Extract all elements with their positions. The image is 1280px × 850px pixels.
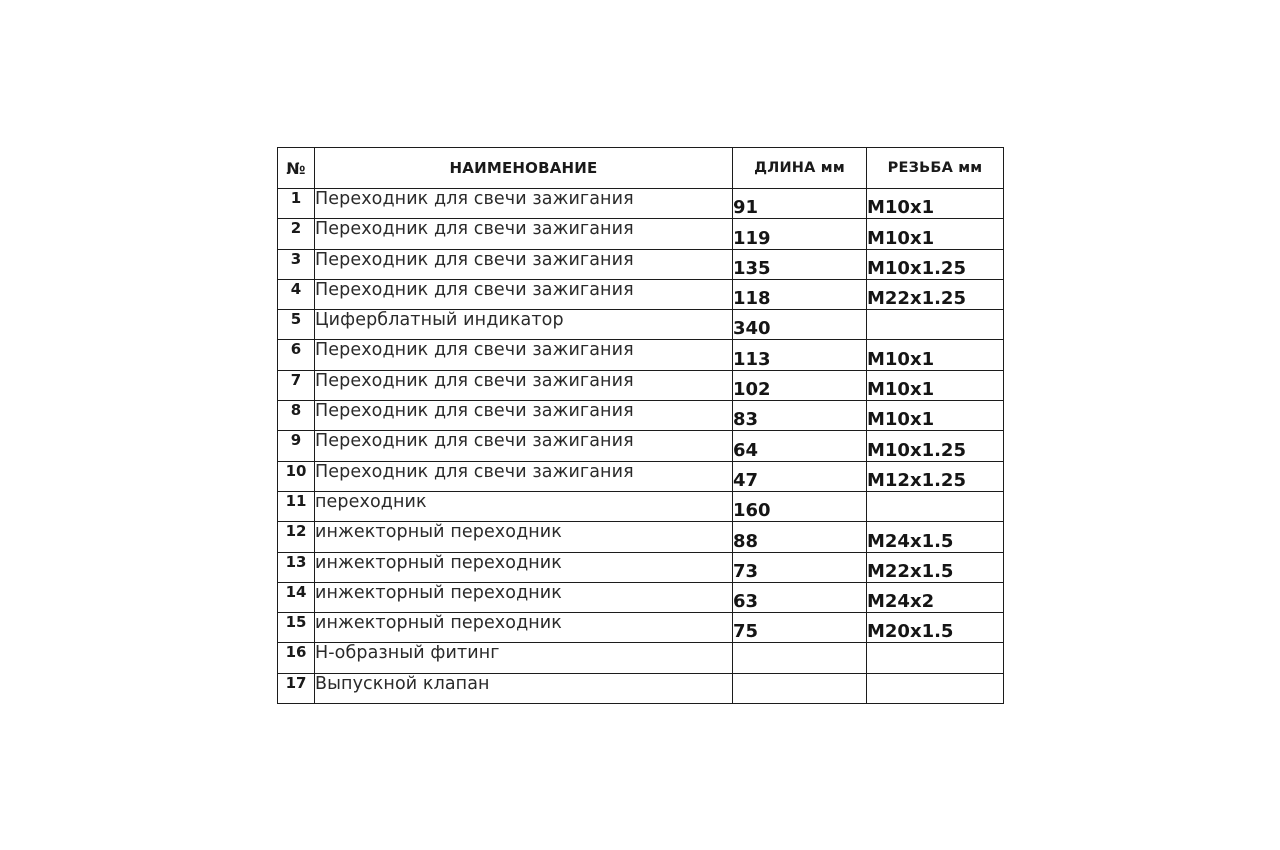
cell-name: Переходник для свечи зажигания [315, 249, 733, 279]
cell-number: 11 [278, 491, 315, 521]
header-number: № [278, 148, 315, 189]
cell-name: Переходник для свечи зажигания [315, 461, 733, 491]
table-row [278, 552, 1004, 582]
cell-number: 14 [278, 582, 315, 612]
cell-name: Переходник для свечи зажигания [315, 431, 733, 461]
cell-name: Переходник для свечи зажигания [315, 401, 733, 431]
cell-name: Циферблатный индикатор [315, 310, 733, 340]
cell-length: 64 [733, 431, 867, 461]
table-row [278, 189, 1004, 219]
cell-thread: M10x1 [867, 340, 1004, 370]
cell-length: 83 [733, 401, 867, 431]
cell-thread: M10x1.25 [867, 249, 1004, 279]
table-row [278, 219, 1004, 249]
cell-thread: M20x1.5 [867, 613, 1004, 643]
cell-number: 12 [278, 522, 315, 552]
cell-thread: M10x1 [867, 370, 1004, 400]
table-row [278, 491, 1004, 521]
table-row [278, 310, 1004, 340]
cell-length: 340 [733, 310, 867, 340]
header-thread: РЕЗЬБА мм [867, 148, 1004, 189]
cell-length: 75 [733, 613, 867, 643]
cell-length: 135 [733, 249, 867, 279]
cell-number: 10 [278, 461, 315, 491]
cell-name: инжекторный переходник [315, 582, 733, 612]
cell-length: 91 [733, 189, 867, 219]
table-row [278, 613, 1004, 643]
cell-thread [867, 673, 1004, 703]
cell-number: 5 [278, 310, 315, 340]
header-length: ДЛИНА мм [733, 148, 867, 189]
cell-thread [867, 310, 1004, 340]
table-row [278, 279, 1004, 309]
cell-name: переходник [315, 491, 733, 521]
cell-number: 15 [278, 613, 315, 643]
cell-number: 2 [278, 219, 315, 249]
table-row [278, 643, 1004, 673]
cell-number: 9 [278, 431, 315, 461]
cell-length: 118 [733, 279, 867, 309]
table-row [278, 401, 1004, 431]
cell-thread: M10x1.25 [867, 431, 1004, 461]
cell-length: 73 [733, 552, 867, 582]
cell-thread: M24x2 [867, 582, 1004, 612]
cell-thread: M10x1 [867, 189, 1004, 219]
cell-name: Н-образный фитинг [315, 643, 733, 673]
cell-length [733, 673, 867, 703]
cell-length: 119 [733, 219, 867, 249]
parts-table [277, 147, 1004, 704]
cell-name: инжекторный переходник [315, 613, 733, 643]
cell-name: Переходник для свечи зажигания [315, 219, 733, 249]
cell-thread: M22x1.5 [867, 552, 1004, 582]
table-row [278, 431, 1004, 461]
cell-thread: M12x1.25 [867, 461, 1004, 491]
cell-name: Переходник для свечи зажигания [315, 189, 733, 219]
cell-name: Переходник для свечи зажигания [315, 340, 733, 370]
cell-number: 16 [278, 643, 315, 673]
cell-number: 6 [278, 340, 315, 370]
cell-name: Переходник для свечи зажигания [315, 370, 733, 400]
cell-thread [867, 491, 1004, 521]
header-name: НАИМЕНОВАНИЕ [315, 148, 733, 189]
cell-length: 160 [733, 491, 867, 521]
cell-length: 88 [733, 522, 867, 552]
cell-length: 102 [733, 370, 867, 400]
table-row [278, 673, 1004, 703]
cell-number: 4 [278, 279, 315, 309]
cell-thread: M10x1 [867, 219, 1004, 249]
cell-thread: M24x1.5 [867, 522, 1004, 552]
cell-name: Выпускной клапан [315, 673, 733, 703]
cell-length: 113 [733, 340, 867, 370]
cell-number: 1 [278, 189, 315, 219]
cell-name: Переходник для свечи зажигания [315, 279, 733, 309]
table-header-row [278, 148, 1004, 189]
cell-name: инжекторный переходник [315, 552, 733, 582]
cell-name: инжекторный переходник [315, 522, 733, 552]
table-row [278, 461, 1004, 491]
cell-number: 8 [278, 401, 315, 431]
cell-number: 3 [278, 249, 315, 279]
cell-thread [867, 643, 1004, 673]
cell-thread: M22x1.25 [867, 279, 1004, 309]
cell-length: 47 [733, 461, 867, 491]
cell-thread: M10x1 [867, 401, 1004, 431]
table-row [278, 249, 1004, 279]
cell-number: 7 [278, 370, 315, 400]
table-row [278, 582, 1004, 612]
table-row [278, 522, 1004, 552]
table-row [278, 340, 1004, 370]
cell-length [733, 643, 867, 673]
cell-number: 17 [278, 673, 315, 703]
cell-number: 13 [278, 552, 315, 582]
cell-length: 63 [733, 582, 867, 612]
table-row [278, 370, 1004, 400]
